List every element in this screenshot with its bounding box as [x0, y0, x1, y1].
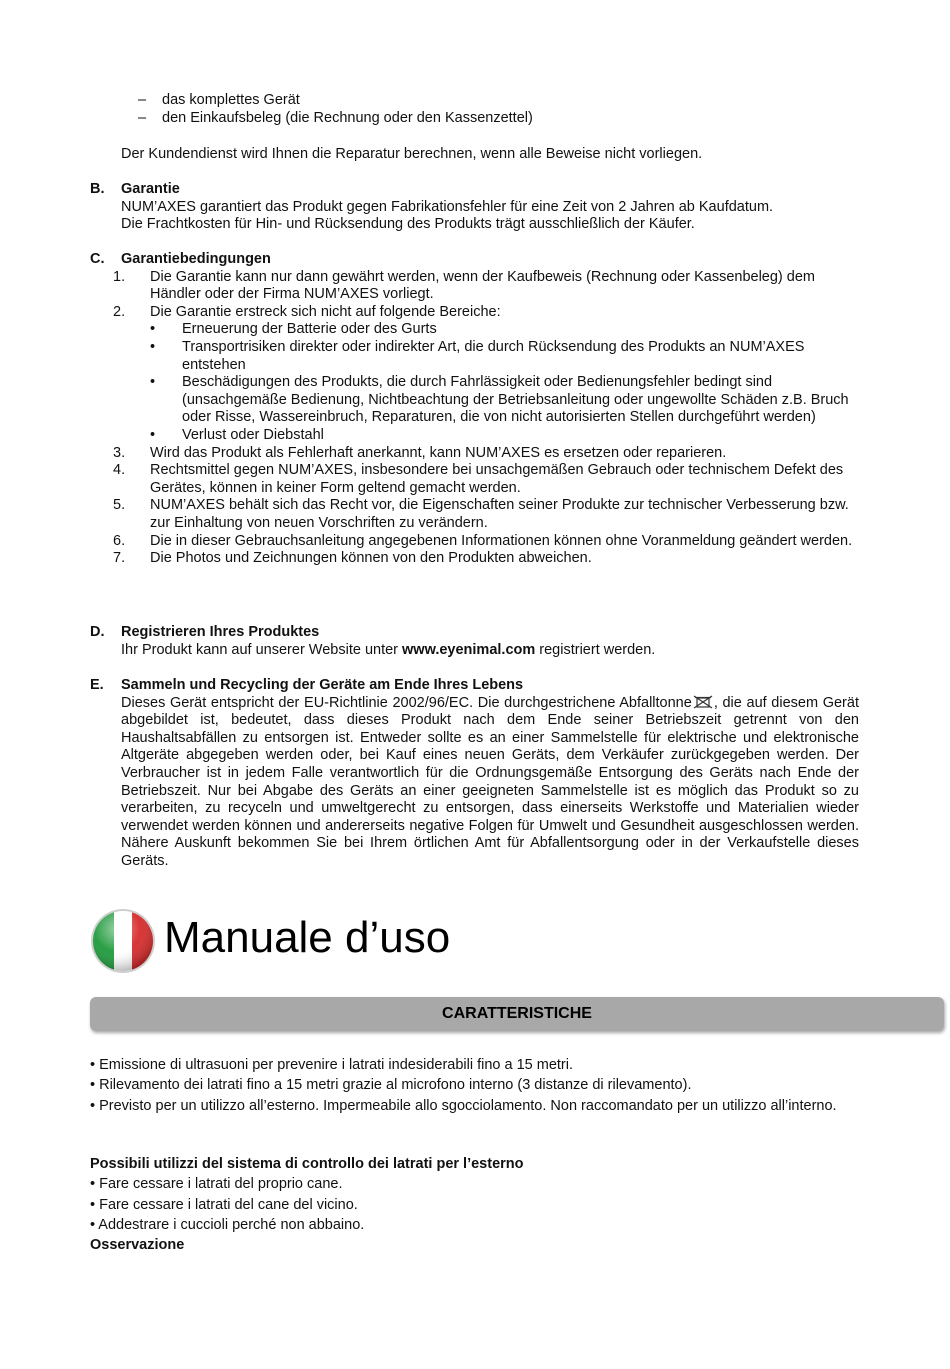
- italian-flag-icon: [90, 908, 156, 974]
- bullet-text: Transportrisiken direkter oder indirekter Art, die durch Rücksendung des Produkts an NUM’AXES entstehen: [182, 338, 805, 373]
- registration-text-end: registriert werden.: [535, 641, 656, 658]
- numbered-item: [90, 462, 860, 497]
- item-text: Die Garantie kann nur dann gewährt werden, wenn der Kaufbeweis (Rechnung oder Kassenbeleg) dem Händler oder der Firma NUM’AXES vorliegt.: [150, 268, 815, 303]
- crossed-out-bin-icon: [692, 695, 714, 709]
- uses-section: [90, 1154, 860, 1255]
- item-number: 7.: [113, 550, 126, 567]
- section-registrieren: [90, 624, 860, 660]
- item-number: 1.: [113, 268, 126, 285]
- feature-item: • Rilevamento dei latrati fino a 15 metri grazie al microfono interno (3 distanze di rilevamento).: [90, 1077, 692, 1094]
- manual-header: [90, 906, 590, 976]
- list-item: [138, 110, 533, 128]
- numbered-item: [90, 550, 860, 568]
- numbered-item: [90, 497, 860, 532]
- section-banner: CARATTERISTICHE: [90, 997, 944, 1031]
- numbered-item: [90, 269, 860, 304]
- item-text: Die in dieser Gebrauchsanleitung angegebenen Informationen können ohne Voranmeldung geändert werden.: [150, 532, 853, 549]
- item-text: Die Garantie erstreck sich nicht auf folgende Bereiche:: [150, 303, 501, 320]
- dash-marker: –: [138, 109, 147, 126]
- section-title: Garantiebedingungen: [121, 251, 271, 267]
- dash-list: [138, 92, 533, 127]
- bullet-text: Beschädigungen des Produkts, die durch Fahrlässigkeit oder Bedienungsfehler bedingt sind (unsachgemäße Bedienung, Nichtbeachtung der Betriebsanleitung oder ungewollte Schäden z.B. Bruch oder Risse, Wassereinbruch, Reparaturen, die von nicht autorisierten Stellen durchgeführt werden): [182, 374, 849, 426]
- bullet-marker: •: [150, 338, 156, 355]
- section-letter: B.: [90, 181, 105, 197]
- section-garantie: [90, 181, 860, 235]
- section-letter: E.: [90, 677, 104, 693]
- item-text: Die Photos und Zeichnungen können von den Produkten abweichen.: [150, 550, 592, 567]
- service-note: Der Kundendienst wird Ihnen die Reparatur berechnen, wenn alle Beweise nicht vorliegen.: [121, 146, 703, 162]
- item-number: 4.: [113, 462, 126, 479]
- bullet-item: [90, 339, 860, 374]
- observation-heading: Osservazione: [90, 1237, 185, 1254]
- section-title: Garantie: [121, 181, 180, 197]
- page-title: Manuale d’uso: [164, 913, 451, 962]
- item-number: 6.: [113, 532, 126, 549]
- website-link[interactable]: www.eyenimal.com: [402, 641, 536, 658]
- bullet-marker: •: [150, 374, 156, 391]
- uses-heading: Possibili utilizzi del sistema di controllo dei latrati per l’esterno: [90, 1156, 524, 1172]
- bullet-marker: •: [150, 426, 156, 443]
- body-line: NUM’AXES garantiert das Produkt gegen Fabrikationsfehler für eine Zeit von 2 Jahren ab Kaufdatum.: [121, 198, 774, 215]
- section-letter: D.: [90, 624, 105, 640]
- section-letter: C.: [90, 251, 105, 267]
- conditions-list: [90, 269, 860, 568]
- bullet-item: [90, 427, 860, 445]
- bullet-item: [90, 321, 860, 339]
- item-text: Rechtsmittel gegen NUM’AXES, insbesondere bei unsachgemäßen Gebrauch oder technischem Defekt des Gerätes, können in keiner Form geltend gemacht werden.: [150, 462, 844, 496]
- recycling-text-continued: , die auf diesem Gerät abgebildet ist, bedeutet, dass dieses Produkt nach dem Ende seiner Betriebszeit getrennt von den Haushaltsabfällen zu entsorgen ist. Entweder sollte es an einer Sammelstelle für elektrische und elektronische Altgeräte abgegeben werden oder, bei Kauf eines neuen Geräts, dem Verkäufer zurückgegeben werden. Der Verbraucher ist in jedem Falle verantwortlich für die Ordnungsgemäße Entsorgung des Geräts nach Ende der Betriebszeit. Nur bei Abgabe des Geräts an einer geeigneten Sammelstelle ist es möglich das Produkt so zu verarbeiten, zu recyceln und umweltgerecht zu entsorgen, dass einerseits Werkstoffe und Materialien wieder verwendet werden können und andererseits negative Folgen für Umwelt und Gesundheit ausgeschlossen werden. Nähere Auskunft bekommen Sie bei Ihrem örtlichen Amt für Abfallentsorgung oder in der Verkaufstelle dieses Geräts.: [121, 694, 859, 869]
- bullet-text: Verlust oder Diebstahl: [182, 426, 324, 443]
- list-item: [138, 92, 533, 110]
- use-item: • Fare cessare i latrati del proprio cane.: [90, 1176, 343, 1193]
- use-item: • Addestrare i cuccioli perché non abbaino.: [90, 1216, 365, 1233]
- numbered-item: [90, 304, 860, 322]
- list-item-text: den Einkaufsbeleg (die Rechnung oder den Kassenzettel): [162, 109, 533, 126]
- use-item: • Fare cessare i latrati del cane del vicino.: [90, 1196, 358, 1213]
- feature-item: • Previsto per un utilizzo all’esterno. Impermeabile allo sgocciolamento. Non raccomandato per un utilizzo all’interno.: [90, 1097, 837, 1114]
- item-number: 3.: [113, 444, 126, 461]
- bullet-marker: •: [150, 321, 156, 338]
- recycling-text: Dieses Gerät entspricht der EU-Richtlinie 2002/96/EC. Die durchgestrichene Abfalltonne: [121, 694, 692, 711]
- registration-text: Ihr Produkt kann auf unserer Website unter: [121, 641, 403, 658]
- section-body: [121, 642, 859, 660]
- dash-marker: –: [138, 92, 147, 108]
- item-number: 2.: [113, 303, 126, 320]
- section-body: [121, 199, 859, 234]
- numbered-item: [90, 445, 860, 463]
- section-title: Registrieren Ihres Produktes: [121, 624, 320, 640]
- recycling-paragraph: [121, 695, 859, 871]
- features-list: [90, 1055, 860, 1116]
- bullet-text: Erneuerung der Batterie oder des Gurts: [182, 321, 437, 338]
- item-text: Wird das Produkt als Fehlerhaft anerkannt, kann NUM’AXES es ersetzen oder reparieren.: [150, 444, 727, 461]
- section-title: Sammeln und Recycling der Geräte am Ende Ihres Lebens: [121, 677, 524, 693]
- body-line: Die Frachtkosten für Hin- und Rücksendung des Produkts trägt ausschließlich der Käufer.: [121, 216, 695, 233]
- numbered-item: [90, 533, 860, 551]
- item-number: 5.: [113, 497, 126, 514]
- bullet-item: [90, 374, 860, 427]
- feature-item: • Emissione di ultrasuoni per prevenire i latrati indesiderabili fino a 15 metri.: [90, 1057, 574, 1073]
- list-item-text: das komplettes Gerät: [162, 92, 300, 108]
- item-text: NUM’AXES behält sich das Recht vor, die Eigenschaften seiner Produkte zur technischer Verbesserung bzw. zur Einhaltung von neuen Vorschriften zu verändern.: [150, 497, 849, 531]
